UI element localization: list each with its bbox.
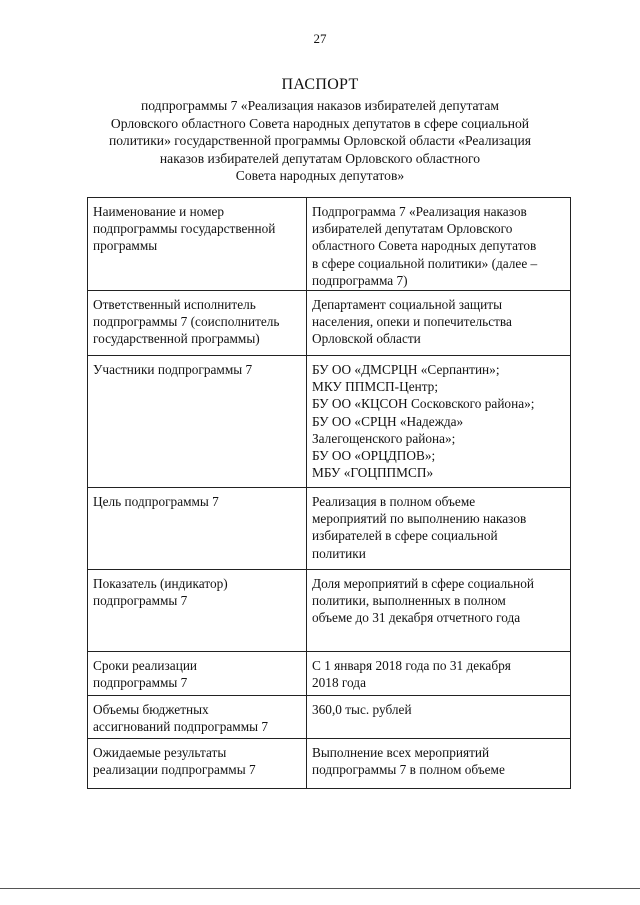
table-row-participants [88, 356, 571, 488]
row-value: Реализация в полном объеме мероприятий по выполнению наказов избирателей в сфере социальной политики [307, 488, 571, 570]
row-value: С 1 января 2018 года по 31 декабря 2018 года [307, 652, 571, 696]
page-bottom-rule [0, 888, 640, 889]
table-row-results [88, 739, 571, 789]
subtitle-line: политики» государственной программы Орловской области «Реализация [109, 133, 531, 148]
row-value: Департамент социальной защиты населения, опеки и попечительства Орловской области [307, 291, 571, 356]
document-title: ПАСПОРТ [281, 76, 359, 93]
row-label: Объемы бюджетных ассигнований подпрограммы 7 [88, 696, 307, 739]
row-value: Подпрограмма 7 «Реализация наказов избирателей депутатам Орловского областного Совета народных депутатов в сфере социальной политики» (далее – подпрограмма 7) [307, 198, 571, 291]
page-number: 27 [313, 31, 327, 46]
row-value: 360,0 тыс. рублей [307, 696, 571, 739]
row-label: Показатель (индикатор) подпрограммы 7 [88, 570, 307, 652]
subtitle-line: наказов избирателей депутатам Орловского областного [159, 150, 481, 166]
row-value: БУ ОО «ДМСРЦН «Серпантин»; МКУ ППМСП-Центр; БУ ОО «КЦСОН Сосковского района»; БУ ОО «СРЦН «Надежда» Залегощенского района»; БУ ОО «ОРЦДПОВ»; МБУ «ГОЦППМСП» [307, 356, 571, 488]
table-row-timeline [88, 652, 571, 696]
subtitle-line: Совета народных депутатов» [235, 168, 405, 183]
row-value: Доля мероприятий в сфере социальной политики, выполненных в полном объеме до 31 декабря отчетного года [307, 570, 571, 652]
table-row-goal [88, 488, 571, 570]
row-label: Ответственный исполнитель подпрограммы 7 (соисполнитель государственной программы) [88, 291, 307, 356]
row-label: Ожидаемые результаты реализации подпрограммы 7 [88, 739, 307, 789]
subtitle-line: Орловского областного Совета народных депутатов в сфере социальной [110, 115, 530, 131]
table-row-responsible [88, 291, 571, 356]
row-label: Сроки реализации подпрограммы 7 [88, 652, 307, 696]
table-row-indicator [88, 570, 571, 652]
subtitle-line: подпрограммы 7 «Реализация наказов избирателей депутатам [141, 98, 499, 113]
document-subtitle [80, 97, 560, 185]
passport-header [80, 76, 560, 185]
row-value: Выполнение всех мероприятий подпрограммы 7 в полном объеме [307, 739, 571, 789]
row-label: Участники подпрограммы 7 [88, 356, 307, 488]
table-row-name [88, 198, 571, 291]
passport-table [87, 197, 571, 789]
table-row-budget [88, 696, 571, 739]
row-label: Наименование и номер подпрограммы государственной программы [88, 198, 307, 291]
row-label: Цель подпрограммы 7 [88, 488, 307, 570]
